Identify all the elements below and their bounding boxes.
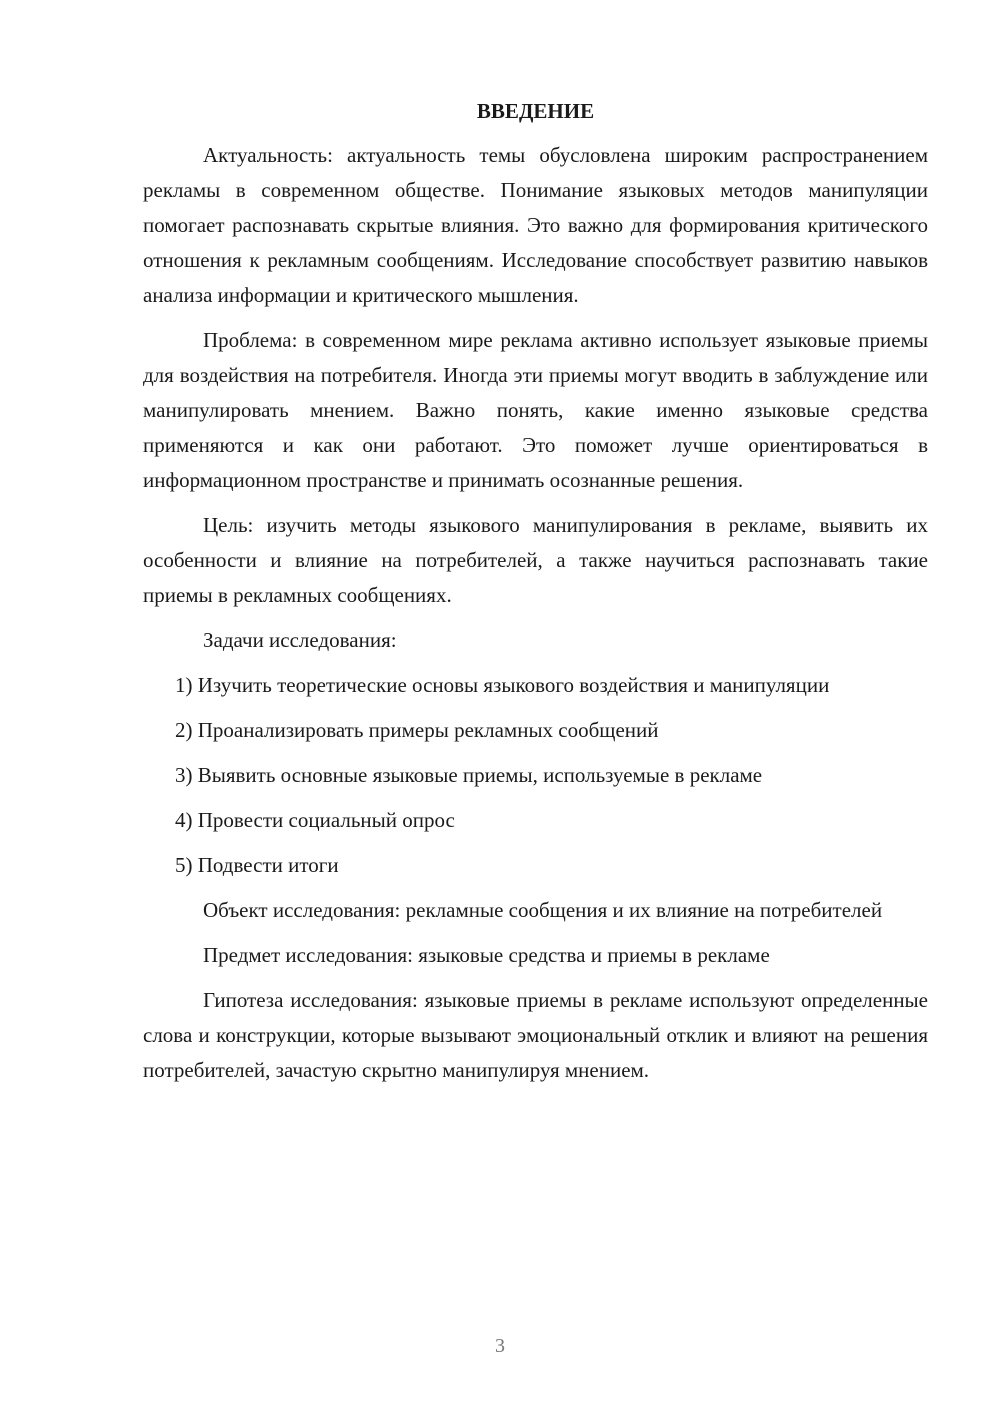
paragraph-relevance: Актуальность: актуальность темы обусловлена широким распространением рекламы в современном обществе. Понимание языковых методов манипуляции помогает распознавать скрытые влияния. Это важно для формирования критического отношения к рекламным сообщениям. Исследование способствует развитию навыков анализа информации и критического мышления. (143, 143, 928, 307)
page-content (143, 96, 928, 1098)
list-item: 4) Провести социальный опрос (175, 808, 455, 832)
tasks-list (143, 668, 928, 883)
list-item: 2) Проанализировать примеры рекламных сообщений (175, 718, 659, 742)
paragraph-goal: Цель: изучить методы языкового манипулирования в рекламе, выявить их особенности и влияние на потребителей, а также научиться распознавать такие приемы в рекламных сообщениях. (143, 513, 928, 607)
tasks-title: Задачи исследования: (203, 628, 397, 652)
list-item: 5) Подвести итоги (175, 853, 339, 877)
paragraph-problem: Проблема: в современном мире реклама активно использует языковые приемы для воздействия на потребителя. Иногда эти приемы могут вводить в заблуждение или манипулировать мнением. Важно понять, какие именно языковые средства применяются и как они работают. Это поможет лучше ориентироваться в информационном пространстве и принимать осознанные решения. (143, 328, 928, 492)
page-number: 3 (495, 1335, 505, 1357)
list-item: 3) Выявить основные языковые приемы, используемые в рекламе (175, 763, 763, 787)
paragraph-object: Объект исследования: рекламные сообщения и их влияние на потребителей (203, 898, 883, 922)
list-item: 1) Изучить теоретические основы языкового воздействия и манипуляции (175, 673, 830, 697)
paragraph-hypothesis: Гипотеза исследования: языковые приемы в рекламе используют определенные слова и конструкции, которые вызывают эмоциональный отклик и влияют на решения потребителей, зачастую скрытно манипулируя мнением. (143, 988, 928, 1082)
paragraph-subject: Предмет исследования: языковые средства и приемы в рекламе (203, 943, 770, 967)
page-heading: ВВЕДЕНИЕ (476, 99, 595, 123)
